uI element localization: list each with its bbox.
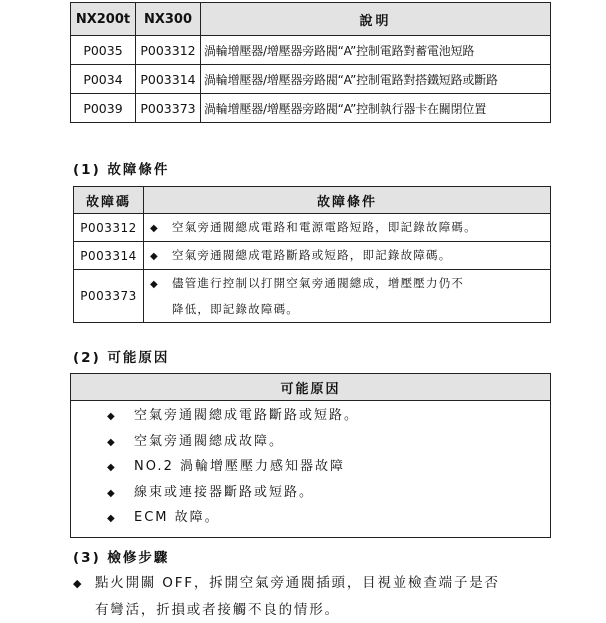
fault-condition (144, 270, 551, 323)
fault-code: P003373 (74, 270, 144, 323)
nx300-code: P003373 (136, 94, 201, 123)
diamond-bullet-icon: ◆ (107, 411, 117, 422)
list-item (107, 480, 550, 506)
list-item (107, 403, 550, 429)
nx200t-code: P0035 (71, 36, 136, 65)
repair-step (73, 570, 563, 623)
diamond-bullet-icon: ◆ (150, 279, 159, 290)
col-nx300: NX300 (136, 3, 201, 36)
fault-code: P003314 (74, 242, 144, 270)
description: 渦輪增壓器/增壓器旁路閥“A”控制電路對蓄電池短路 (201, 36, 551, 65)
diamond-bullet-icon: ◆ (107, 462, 117, 473)
description: 渦輪增壓器/增壓器旁路閥“A”控制執行器卡在關閉位置 (201, 94, 551, 123)
list-item (107, 429, 550, 455)
fault-code: P003312 (74, 214, 144, 242)
description: 渦輪增壓器/增壓器旁路閥“A”控制電路對搭鐵短路或斷路 (201, 65, 551, 94)
diamond-bullet-icon: ◆ (107, 436, 117, 448)
col-fault-code: 故障碼 (74, 187, 144, 214)
list-item (107, 454, 550, 480)
fault-condition-text: 空氣旁通閥總成電路和電源電路短路，即記錄故障碼。 (172, 219, 477, 234)
nx200t-code: P0039 (71, 94, 136, 123)
section-title-repair-steps: (3) 檢修步驟 (73, 550, 170, 566)
nx300-code: P003312 (136, 36, 201, 65)
nx300-code: P003314 (136, 65, 201, 94)
fault-condition-text: 空氣旁通閥總成電路斷路或短路，即記錄故障碼。 (172, 247, 452, 262)
possible-causes-header (71, 374, 551, 401)
diamond-bullet-icon: ◆ (150, 250, 159, 262)
step-text-line2: 有彎活，折損或者接觸不良的情形。 (95, 602, 340, 618)
diamond-bullet-icon: ◆ (107, 513, 117, 524)
cause-text: ECM 故障。 (134, 510, 220, 525)
nx200t-code: P0034 (71, 65, 136, 94)
col-fault-condition: 故障條件 (144, 187, 551, 214)
table-row (74, 214, 551, 242)
section-title-possible-causes: (2) 可能原因 (73, 350, 170, 366)
table-row (71, 65, 551, 94)
cause-text: 空氣旁通閥總成故障。 (134, 433, 285, 449)
table-row (74, 242, 551, 270)
cause-text: 空氣旁通閥總成電路斷路或短路。 (134, 408, 360, 423)
diamond-bullet-icon: ◆ (73, 577, 84, 590)
diamond-bullet-icon: ◆ (107, 487, 117, 499)
section-title-fault-conditions: (1) 故障條件 (73, 162, 170, 178)
table-row (71, 36, 551, 65)
table-row (71, 94, 551, 123)
cause-text: NO.2 渦輪增壓壓力感知器故障 (134, 459, 345, 474)
table-row (74, 270, 551, 323)
possible-causes-table (70, 373, 551, 538)
fault-condition (144, 242, 551, 270)
possible-causes-list (71, 401, 551, 538)
dtc-table (70, 2, 551, 123)
cause-text: 線束或連接器斷路或短路。 (134, 484, 315, 500)
col-possible-causes: 可能原因 (71, 374, 551, 401)
list-item (107, 505, 550, 531)
fault-condition-table (73, 186, 551, 323)
col-description: 說明 (201, 3, 551, 36)
dtc-table-header (71, 3, 551, 36)
fault-condition-text: 儘管進行控制以打開空氣旁通閥總成，增壓壓力仍不 (172, 276, 465, 290)
possible-causes-body (71, 401, 551, 538)
fault-condition (144, 214, 551, 242)
step-text-line1: 點火開關 OFF，拆開空氣旁通閥插頭，目視並檢查端子是否 (95, 575, 500, 591)
fault-condition-header (74, 187, 551, 214)
col-nx200t: NX200t (71, 3, 136, 36)
fault-condition-text-continued: 降低，即記錄故障碼。 (172, 302, 299, 316)
diamond-bullet-icon: ◆ (150, 222, 159, 234)
